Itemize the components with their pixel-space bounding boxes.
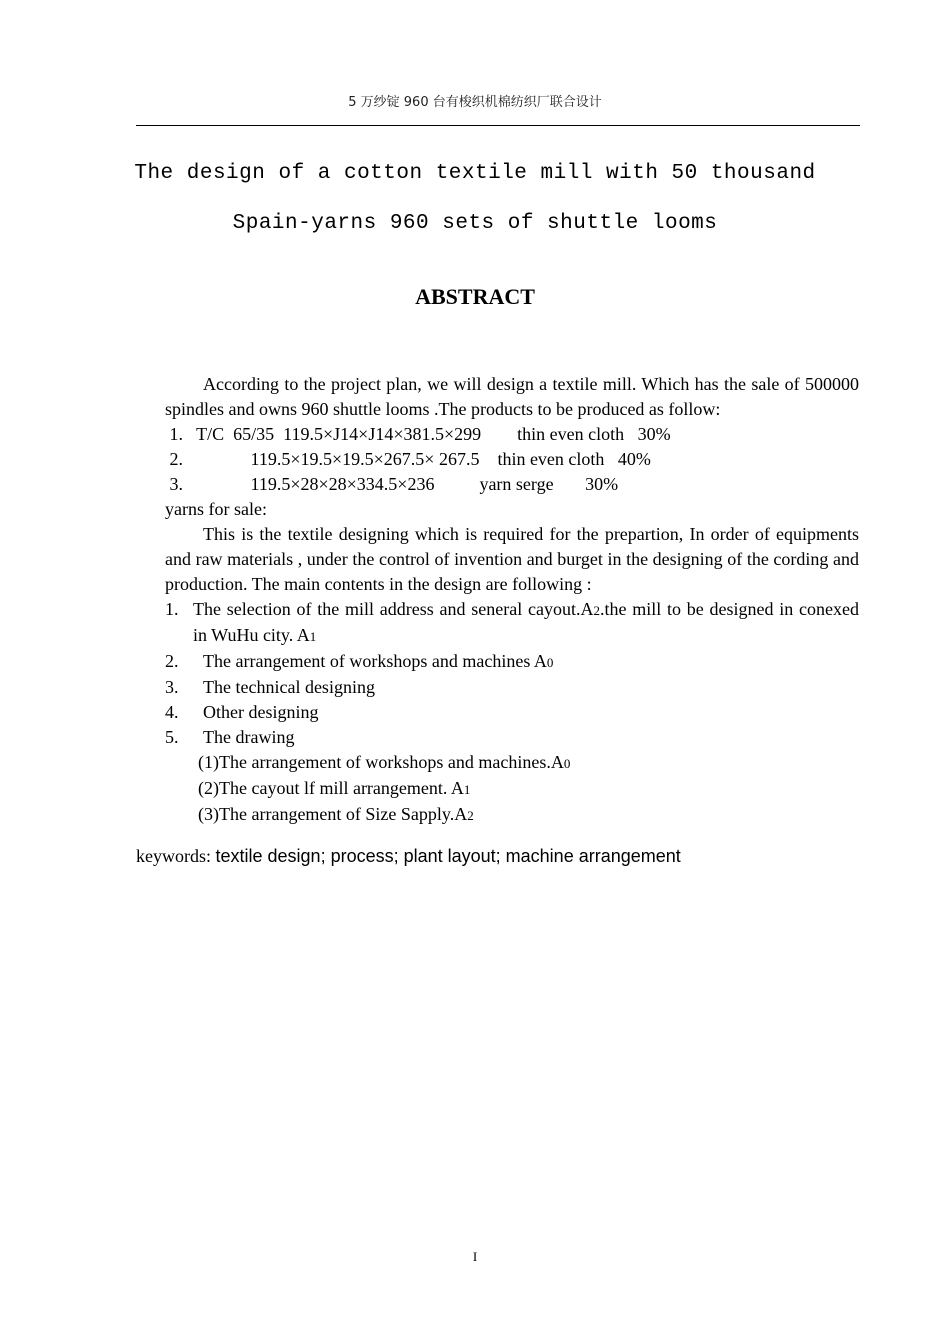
title-line-1: The design of a cotton textile mill with 50 thousand [134,162,816,185]
abstract-body [165,372,859,828]
product-line: 3. 119.5×28×28×334.5×236 yarn serge 30% [165,474,619,494]
item-number: 3. [165,677,179,697]
drawing-item-text: (3)The arrangement of Size Sapply.A [198,804,468,824]
item-text: The technical designing [203,677,375,697]
item-text-part: The arrangement of workshops and machines A [203,651,547,671]
item-text [193,597,859,649]
drawing-item-text: (2)The cayout lf mill arrangement. A [198,778,464,798]
paper-size-mark: 2 [467,808,474,823]
paper-size-mark: 1 [463,782,471,797]
item-number: 1. [165,599,179,619]
keywords-label: keywords: [136,846,211,866]
title-line-2: Spain-yarns 960 sets of shuttle looms [232,212,718,235]
content-item [165,700,859,725]
running-header: 5 万纱锭 960 台有梭织机棉纺织厂联合设计 [348,95,602,110]
paper-size-mark: 2 [593,603,600,618]
item-text: The drawing [203,727,295,747]
header-rule [136,125,860,126]
paper-size-mark: 1 [309,629,317,644]
drawing-item [198,802,859,828]
page-number: I [472,1249,478,1264]
design-paragraph: This is the textile designing which is required for the prepartion, In order of equipments and raw materials , under the control of invention and burget in the designing of the cording and production. The main contents in the design are following : [165,524,859,594]
item-text-part: The selection of the mill address and seneral cayout.A [193,599,594,619]
content-item [165,675,859,700]
product-line: 2. 119.5×19.5×19.5×267.5× 267.5 thin even cloth 40% [165,449,651,469]
keywords-text: textile design; process; plant layout; machine arrangement [215,846,681,866]
intro-paragraph: According to the project plan, we will design a textile mill. Which has the sale of 500000 spindles and owns 960 shuttle looms .The products to be produced as follow: [165,374,859,419]
item-number: 4. [165,702,179,722]
keywords-line [136,846,681,867]
drawing-item-text: (1)The arrangement of workshops and machines.A [198,752,564,772]
content-item [165,597,859,649]
abstract-heading: ABSTRACT [415,284,535,309]
item-text: Other designing [203,702,319,722]
product-line: 1. T/C 65/35 119.5×J14×J14×381.5×299 thin even cloth 30% [165,424,671,444]
item-text [203,649,859,675]
content-item [165,649,859,675]
item-number: 5. [165,727,179,747]
yarns-label: yarns for sale: [165,499,267,519]
drawing-item [198,750,859,776]
drawing-item [198,776,859,802]
paper-size-mark: 0 [546,655,554,670]
content-item [165,725,859,750]
item-text-part: .the mill to be designed in conexed in WuHu city. A [193,599,860,645]
paper-size-mark: 0 [563,756,571,771]
item-number: 2. [165,651,179,671]
